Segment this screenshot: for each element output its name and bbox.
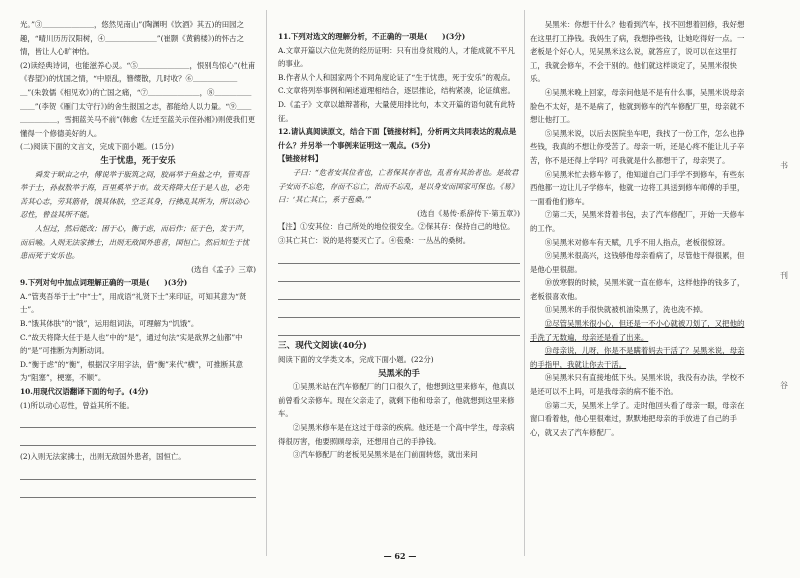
story-paragraph-1: ①吴黑米站在汽车修配厂的门口很久了，他想到这里来修车，他真以前曾看父亲修车。现在父亲走了，就剩下他和母亲了，他就想到这里来修车。 <box>278 382 515 419</box>
question-11-option-a: A.文章开篇以六位先贤的经历证明：只有出身贫贱的人，才能成就不平凡的事业。 <box>278 45 515 69</box>
column-right <box>530 0 750 566</box>
answer-line[interactable] <box>278 250 520 264</box>
page-number: — 62 — <box>383 551 417 561</box>
column-middle <box>278 0 520 578</box>
section-3-heading: 三、现代文阅读(40分) <box>278 340 367 351</box>
answer-line[interactable] <box>278 286 520 300</box>
column-divider-left <box>266 10 267 556</box>
story-paragraph: ⑥吴黑米忙去修车修了，他知道自己门手学不到修车，有些东西他都一边让儿子学修车，他就一边将工具送到修车师傅的手里，一面看他们修车。 <box>530 169 745 206</box>
question-11-option-c: C.文章将列举事例和阐述道理相结合，逐层推论，结构紧凑，论证缜密。 <box>278 86 515 96</box>
answer-line[interactable] <box>20 466 256 480</box>
story-paragraph: ⑪吴黑米的手很快就被机油染黑了，洗也洗不掉。 <box>544 305 708 315</box>
classical-text-paragraph-2: 人恒过，然后能改；困于心，衡于虑，而后作；征于色，发于声，而后喻。入则无法家拂士，出则无敌国外患者，国恒亡。然后知生于忧患而死于安乐也。 <box>20 223 250 261</box>
section-3-intro: 阅读下面的文学类文本，完成下面小题。(22分) <box>278 355 434 365</box>
story-paragraph: ④吴黑米晚上回家，母亲问他是不是有什么事，吴黑米说母亲脸色不太好，是不是病了，他就到修车的汽车修配厂里，母亲就不想让他打工。 <box>530 87 745 125</box>
margin-mark: 刊 <box>780 271 788 280</box>
link-material-text: 子曰：“危者安其位者也，亡者保其存者也，乱者有其治者也。是故君子安而不忘危，存而不忘亡，治而不忘乱，是以身安而国家可保也。《易》曰：‘其亡其亡，系于苞桑。’” <box>278 167 519 205</box>
story-paragraph-2: ②吴黑米修车是在这过于母亲的疾病。他还是一个高中学生，母亲病得很厉害，他要照顾母亲，还想用自己的手挣钱。 <box>278 423 515 446</box>
link-material-note: 【注】①安其位：自己所处的地位很安全。②保其存：保持自己的地位。③其亡其亡：说的是将要灭亡了。④苞桑：一丛丛的桑树。 <box>278 222 515 245</box>
question-9-option-c: C.“故天将降大任于是人也”中的“是”，通过句法“实是欲界之仙都”中的“是”可推断为判断动词。 <box>20 332 243 356</box>
question-9: 9.下列对句中加点词理解正确的一项是( )(3分) <box>20 278 188 288</box>
story-paragraph-underlined: ⑫尽管吴黑米很小心，但还是一不小心就被刀划了，又把他的手洗了无数遍，母亲还是看了出来。 <box>530 319 745 342</box>
question-10-part-2: (2)入则无法家拂士，出则无敌国外患者，国恒亡。 <box>20 452 186 462</box>
link-material-title: 【链接材料】 <box>278 154 323 164</box>
column-divider-right <box>524 10 525 556</box>
fill-blank-paragraph-1: 光。”③＿＿＿＿＿＿＿，悠然见南山”(陶渊明《饮酒》其五)的田园之趣，“晴川历历汉阳树，④＿＿＿＿＿＿＿”(崔颢《黄鹤楼》)的怀古之情，皆让人心旷神怡。 <box>20 20 244 57</box>
story-title: 吴黑米的手 <box>378 367 420 378</box>
question-11-option-b: B.作者从个人和国家两个不同角度论证了“生于忧患，死于安乐”的观点。 <box>278 72 516 82</box>
story-paragraph: 吴黑米：你想干什么？他看到汽车，找不回想着回修，我好想在这里打工挣钱。我妈生了病，我想挣些钱，让她吃得好一点。一老板是个好心人，见吴黑米这么说，就答应了，说可以在这里打工，我就会修车，不会干别的。他们就这样谈定了，吴黑米很快乐。 <box>530 20 745 84</box>
classical-text-source: (选自《孟子》三章) <box>191 264 256 274</box>
story-paragraph: ⑭吴黑米只有直接地低下头。吴黑米说，我没有办法，学校不是还可以不上吗，可是我母亲的病不能不治。 <box>530 373 745 397</box>
answer-line[interactable] <box>278 268 520 282</box>
column-left <box>20 0 256 566</box>
margin-mark: 书 <box>780 161 788 170</box>
answer-line[interactable] <box>20 414 256 428</box>
answer-line[interactable] <box>20 432 256 446</box>
story-paragraph: ⑩放寒假的时候，吴黑米就一直在修车，这样他挣的钱多了，老板很喜欢他。 <box>530 278 745 301</box>
question-11-option-d: D.《孟子》文章以雄辩著称，大量使用排比句，本文开篇的语句就有此特征。 <box>278 99 516 123</box>
answer-line[interactable] <box>278 322 520 336</box>
margin-mark: 谷 <box>780 381 788 390</box>
story-paragraph-3: ③汽车修配厂的老板见吴黑米是在门前面转悠，就出来问 <box>292 450 478 460</box>
question-10-part-1: (1)所以动心忍性，曾益其所不能。 <box>20 400 134 410</box>
answer-line[interactable] <box>20 484 256 498</box>
question-12: 12.请认真阅读原文，结合下面【链接材料】，分析两文共同表达的观点是什么？并另举一个事例来证明这一观点。(5分) <box>278 127 517 150</box>
story-paragraph-underlined: ⑬母亲说，儿呀，你是不是瞒着妈去干活了？吴黑米说，母亲的手指甲，我就让你去干活。 <box>530 346 745 369</box>
link-material-source: (选自《易传·系辞传下·第五章》) <box>417 208 520 218</box>
story-paragraph: ⑮第二天，吴黑米上学了。走时他回头看了母亲一眼，母亲在窗口看着他，他心里很难过，默默地把母亲的手放进了自己的手心，就又去了汽车修配厂。 <box>530 400 745 437</box>
question-11: 11.下列对选文的理解分析，不正确的一项是( )(3分) <box>278 32 466 41</box>
story-paragraph: ⑨吴黑米很高兴，这钱够他母亲看病了，尽管他干得很累，但是他心里很甜。 <box>530 251 745 274</box>
classical-text-paragraph-1: 舜发于畎亩之中，傅说举于版筑之间，胶鬲举于鱼盐之中，管夷吾举于士，孙叔敖举于海，百里奚举于市。故天将降大任于是人也，必先苦其心志，劳其筋骨，饿其体肤，空乏其身，行拂乱其所为，所以动心忍性，曾益其所不能。 <box>20 169 250 220</box>
question-9-option-d: D.“衡于虑”的“衡”，根据汉字用字法，借“衡”来代“横”，可推断其意为“阻塞”，梗塞，不顺”。 <box>20 359 244 383</box>
answer-line[interactable] <box>278 304 520 318</box>
story-paragraph: ⑦第二天，吴黑米背着书包，去了汽车修配厂，开始一天修车的工作。 <box>530 210 745 233</box>
fill-blank-paragraph-2: (2)读经典诗词，也能滋养心灵。“⑤＿＿＿＿＿＿＿，恨别鸟惊心”(杜甫《春望》)的忧国之情，“中原乱，簪缨散，几时收？⑥＿＿＿＿＿＿＿”(朱敦儒《相见欢》)的亡国之痛，“⑦＿＿＿＿＿＿＿，⑧＿＿＿＿＿＿＿”(李贺《雁门太守行》)的舍生报国之志，都能给人以力量。“⑨＿＿＿＿＿＿＿，雪拥蓝关马不前”(韩愈《左迁至蓝关示侄孙湘》)则使我们更懂得一个修德美好的人。 <box>20 60 256 138</box>
section-2-heading: (二)阅读下面的文言文，完成下面小题。(15分) <box>20 142 174 152</box>
question-9-option-a: A.“管夷吾举于士”中“士”，用成语“礼贤下士”来印证，可知其意为“贤士”。 <box>20 291 247 315</box>
story-paragraph: ⑧吴黑米对修车有天赋，几乎不用人指点，老板很惊讶。 <box>544 237 730 247</box>
story-paragraph: ⑤吴黑米说，以后去医院坐车吧，我找了一份工作，怎么也挣些钱，我真的不想让你受苦了。母亲一听，还是心疼不能让儿子辛苦，你不是还得上学吗？可我就是什么都想干了，母亲哭了。 <box>530 128 745 165</box>
question-10: 10.用现代汉语翻译下面的句子。(4分) <box>20 387 149 397</box>
classical-text-title: 生于忧患，死于安乐 <box>100 154 176 165</box>
question-9-option-b: B.“饿其体肤”的“饿”，运用组词法，可理解为“饥饿”。 <box>20 319 199 329</box>
